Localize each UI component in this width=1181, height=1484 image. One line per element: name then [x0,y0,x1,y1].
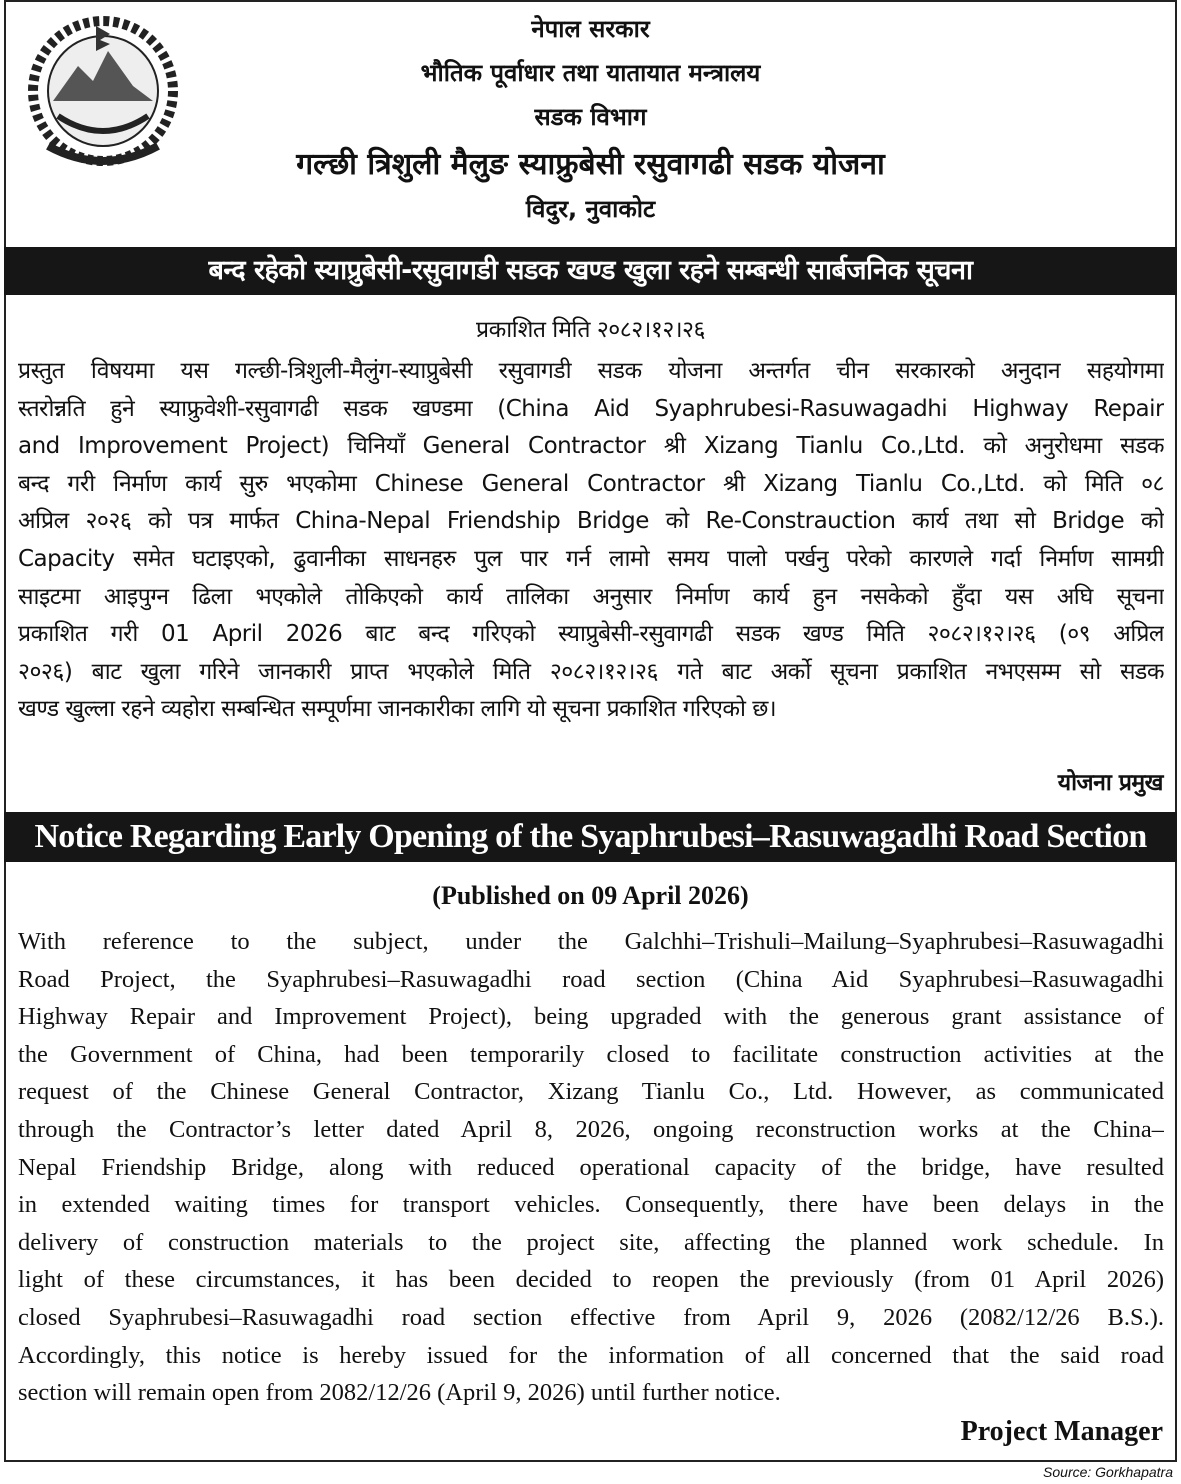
nepali-paragraph-line: २०२६) बाट खुला गरिने जानकारी प्राप्त भएकोले मिति २०८२।१२।२६ गते बाट अर्को सूचना प्रकाशित नभएसम्म सो सडक [18,658,1164,685]
english-paragraph-line: the Government of China, had been temporarily closed to facilitate construction activities at the [18,1040,1164,1068]
nepali-paragraph-line: Capacity समेत घटाइएको, ढुवानीका साधनहरु पुल पार गर्न लामो समय पालो पर्खनु परेको कारणले गर्दा निर्माण सामग्री [18,546,1164,572]
nepali-paragraph-line: बन्द गरी निर्माण कार्य सुरु भएकोमा Chinese General Contractor श्री Xizang Tianlu Co.,Ltd. को मिति ०८ [18,470,1164,497]
english-paragraph-line: Road Project, the Syaphrubesi–Rasuwagadhi road section (China Aid Syaphrubesi–Rasuwagadhi [18,965,1164,993]
header-department: सडक विभाग [534,103,647,131]
header-project: गल्छी त्रिशुली मैलुङ स्याफ्रुबेसी रसुवागढी सडक योजना [296,147,885,182]
english-paragraph-line: section will remain open from 2082/12/26 (April 9, 2026) until further notice. [18,1379,781,1407]
english-paragraph-line: request of the Chinese General Contractor, Xizang Tianlu Co., Ltd. However, as communicated [18,1078,1164,1106]
english-paragraph-line: in extended waiting times for transport vehicles. Consequently, there have been delays in the [18,1191,1164,1219]
source-credit: Source: Gorkhapatra [1043,1464,1173,1480]
nepali-published-date: प्रकाशित मिति २०८२।१२।२६ [476,317,705,343]
english-paragraph-line: With reference to the subject, under the Galchhi–Trishuli–Mailung–Syaphrubesi–Rasuwagadhi [18,928,1164,955]
header-government: नेपाल सरकार [531,15,650,43]
english-paragraph-line: Nepal Friendship Bridge, along with reduced operational capacity of the bridge, have resulted [18,1153,1164,1181]
nepali-paragraph-line: अप्रिल २०२६ को पत्र मार्फत China-Nepal Friendship Bridge को Re-Constrauction कार्य तथा सो Bridge को [18,508,1164,535]
english-paragraph-line: through the Contractor’s letter dated April 8, 2026, ongoing reconstruction works at the China– [18,1116,1164,1143]
nepali-signature: योजना प्रमुख [1057,770,1163,796]
english-signature: Project Manager [960,1416,1163,1447]
nepali-paragraph-line: स्तरोन्नति हुने स्याफ्रुवेशी-रसुवागढी सडक खण्डमा (China Aid Syaphrubesi-Rasuwagadhi Highway Repair [18,395,1164,422]
english-paragraph-line: light of these circumstances, it has been decided to reopen the previously (from 01 April 2026) [18,1266,1164,1294]
nepali-paragraph-line: साइटमा आइपुग्न ढिला भएकोले तोकिएको कार्य तालिका अनुसार निर्माण कार्य हुन नसकेको हुँदा यस अघि सूचना [18,583,1164,610]
nepali-paragraph-line: खण्ड खुल्ला रहने व्यहोरा सम्बन्धित सम्पूर्णमा जानकारीका लागि यो सूचना प्रकाशित गरिएको छ। [18,696,777,723]
nepali-paragraph-line: and Improvement Project) चिनियाँ General Contractor श्री Xizang Tianlu Co.,Ltd. को अनुरोधमा सडक [18,433,1164,460]
english-paragraph-line: closed Syaphrubesi–Rasuwagadhi road section effective from April 9, 2026 (2082/12/26 B.S.). [18,1304,1164,1331]
english-paragraph-line: delivery of construction materials to the project site, affecting the planned work schedule. In [18,1228,1164,1256]
header-location: विदुर, नुवाकोट [525,195,656,223]
english-paragraph-line: Highway Repair and Improvement Project), being upgraded with the generous grant assistance of [18,1003,1164,1031]
english-notice-title: Notice Regarding Early Opening of the Syaphrubesi–Rasuwagadhi Road Section [4,812,1177,862]
header-ministry: भौतिक पूर्वाधार तथा यातायात मन्त्रालय [420,59,761,87]
english-paragraph-line: Accordingly, this notice is hereby issued for the information of all concerned that the said road [18,1341,1164,1369]
nepali-paragraph-line: प्रकाशित गरी 01 April 2026 बाट बन्द गरिएको स्याप्रुबेसी-रसुवागढी सडक खण्ड मिति २०८२।१२।२६ (०९ अप्रिल [18,621,1164,648]
english-published-date: (Published on 09 April 2026) [432,881,749,910]
nepali-notice-title: बन्द रहेको स्याप्रुबेसी-रसुवागडी सडक खण्ड खुला रहने सम्बन्धी सार्बजनिक सूचना [4,247,1177,295]
nepali-paragraph-line: प्रस्तुत विषयमा यस गल्छी-त्रिशुली-मैलुंग-स्याप्रुबेसी रसुवागडी सडक योजना अन्तर्गत चीन सरकारको अनुदान सहयोगमा [18,358,1164,384]
